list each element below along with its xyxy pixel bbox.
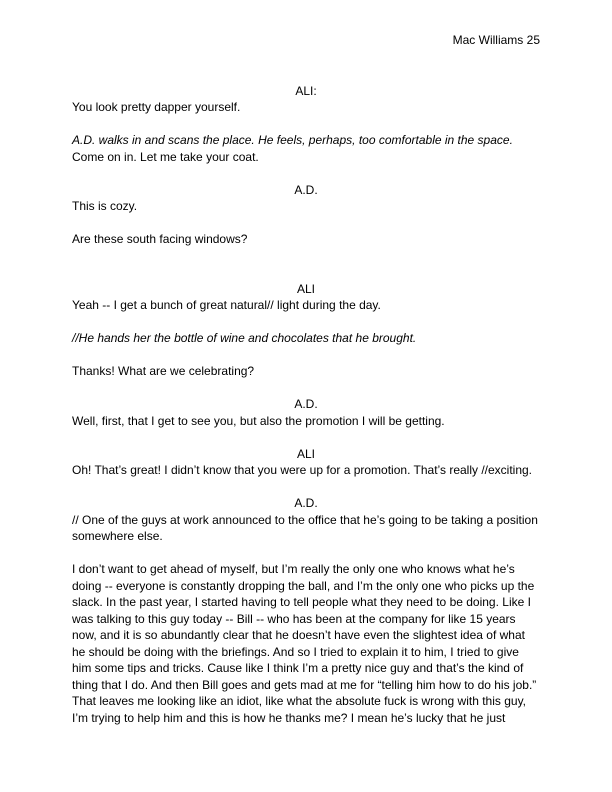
dialogue-line: // One of the guys at work announced to the office that he’s going to be taking a position somewhere else. — [72, 512, 538, 543]
dialogue-line: Come on in. Let me take your coat. — [72, 149, 259, 164]
character-heading: A.D. — [294, 496, 318, 510]
stage-direction: //He hands her the bottle of wine and chocolates that he brought. — [72, 331, 417, 345]
dialogue-line: Are these south facing windows? — [72, 232, 248, 246]
dialogue-line: Thanks! What are we celebrating? — [72, 364, 255, 378]
dialogue-line: This is cozy. — [72, 199, 138, 213]
character-heading: A.D. — [294, 182, 318, 197]
character-heading: A.D. — [294, 397, 318, 411]
stage-direction: A.D. walks in and scans the place. He feels, perhaps, too comfortable in the space. — [72, 133, 513, 147]
dialogue-line: You look pretty dapper yourself. — [72, 100, 241, 114]
character-heading: ALI — [296, 446, 315, 461]
character-heading: ALI — [296, 281, 315, 296]
author-page-number: Mac Williams 25 — [452, 33, 540, 47]
monologue-paragraph: I don’t want to get ahead of myself, but I’m really the only one who knows what he’s doing -- everyone is constantly dropping the ball, and I’m the only one who picks up the slack. In the past year, I started having to tell people what they need to be doing. Like I was talking to this guy today -- Bill -- who has been at the company for like 15 years now, and it is so abundantly clear that he doesn’t have even the slightest idea of what he should be doing with the briefings. And so I tried to explain it to him, I tried to give him some tips and tricks. Cause like I think I’m a pretty nice guy and that’s the kind of thing that I do. And then Bill goes and gets mad at me for “telling him how to do his job.” That leaves me looking like an idiot, like what the absolute fuck is wrong with this guy, I’m trying to help him and this is how he thanks me? I mean he’s lucky that he just — [72, 562, 537, 725]
dialogue-line: Well, first, that I get to see you, but also the promotion I will be getting. — [72, 413, 445, 428]
page-header — [72, 32, 540, 49]
dialogue-line: Oh! That’s great! I didn’t know that you were up for a promotion. That’s really //exciting. — [72, 463, 533, 477]
character-heading: ALI: — [295, 83, 317, 98]
dialogue-line: Yeah -- I get a bunch of great natural// light during the day. — [72, 298, 381, 312]
